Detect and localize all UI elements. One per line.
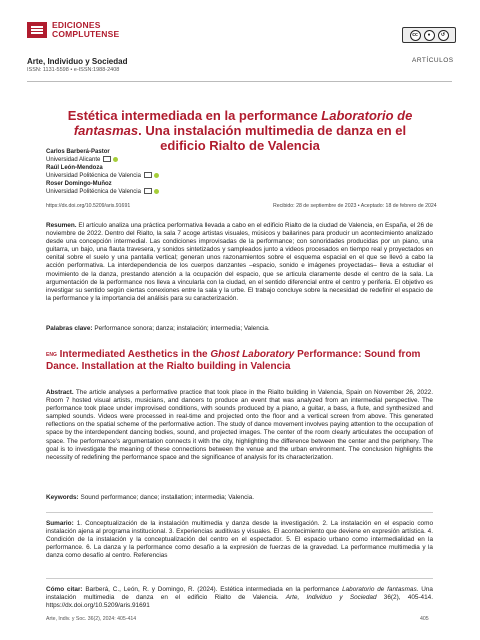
doi-link[interactable]: https://dx.doi.org/10.5209/aris.91691 <box>46 203 131 209</box>
citation-text: . Una instalación multimedia de danza en el edificio Rialto de Valencia. <box>46 586 433 602</box>
title-en-italic: Ghost Laboratory <box>210 349 295 360</box>
cc-icon: cc <box>410 30 421 41</box>
citation-text: Barberá, C., León, R. y Domingo, R. (2024). Estética intermediada en la performance <box>82 586 343 593</box>
author-name: Carlos Barberá-Pastor <box>46 149 110 155</box>
header-divider <box>27 81 452 82</box>
citation <box>46 586 433 610</box>
abstract-text: The article analyses a performative practice that took place in the Rialto building in Valencia, Spain on November 26, 2022. Room 7 hosted visual artists, musicians, and dancers to produce an event that was analyzed from an intermedial perspective. The performance took place under improvised conditions, with sounds produced by a piano, a guitar, a bass, a flute, and synthesized and sampled sounds. Videos were processed in real-time and projected onto the floor and a vertical screen from above. This generated reflections on the spatial scheme of the performative action. The study of dance movement involves paying attention to the occupation of space by the interdependent dancing bodies, sound, and projected images. The center of the room clearly articulates the occupation of space. The performance's argumentation connects it with the city, highlighting the difference between the center and the periphery. The goal is to investigate the meaning of these connections between the venue and the urban environment. The conclusion highlights the necessity of redefining the performance space and the significance of analysis for its characterization. <box>46 389 433 461</box>
sumario-text: 1. Conceptualización de la instalación multimedia y danza desde la investigación. 2. La instalación en el espacio como instalación ajena al programa institucional. 3. Experiencias auditivas y visuales. El acontecimiento que deviene en expresión artística. 4. Condición de la instalación y la conceptualización del centro en el espectador. 5. El espacio urbano como intermedialidad en la performance. 6. La danza y la performance como desafío a la expresión de fuerzas de la gravedad. La performance multimedia y la danza como desafío al centro. Referencias <box>46 520 433 560</box>
citation-label: Cómo citar: <box>46 586 83 593</box>
abstract-label: Abstract. <box>46 389 74 396</box>
title-en-part2: Performance: Sound from Dance. Installation at the Rialto building in Valencia <box>46 349 421 372</box>
author-block <box>46 180 159 196</box>
publisher-line1: EDICIONES <box>52 20 101 30</box>
sa-icon: ↺ <box>438 30 449 41</box>
keywords-es <box>46 325 433 333</box>
citation-text: 36(2), 405-414. https://dx.doi.org/10.5209/aris.91691 <box>46 594 433 610</box>
resumen-label: Resumen. <box>46 222 77 229</box>
page-number: 405 <box>420 616 429 622</box>
submission-dates: Recibido: 28 de septiembre de 2023 • Aceptado: 18 de febrero de 2024 <box>273 203 437 209</box>
author-name: Roser Domingo-Muñoz <box>46 181 112 187</box>
title-italic: Laboratorio de fantasmas <box>73 108 413 138</box>
section-label: ARTÍCULOS <box>412 57 454 64</box>
orcid-icon[interactable] <box>154 173 159 178</box>
footer-citation: Arte, Indiv. y Soc. 36(2), 2024: 405-414 <box>46 616 137 622</box>
author-block <box>46 148 118 164</box>
language-tag: ENG <box>46 352 57 358</box>
table-of-contents <box>46 520 433 560</box>
author-block <box>46 164 159 180</box>
article-title-en <box>46 349 426 373</box>
article-title <box>60 108 420 153</box>
title-en-part1: Intermediated Aesthetics in the <box>56 349 211 360</box>
citation-journal: Arte, Individuo y Sociedad <box>285 594 377 602</box>
email-icon[interactable] <box>144 172 152 178</box>
keywords-text: Sound performance; dance; installation; intermedia; Valencia. <box>78 494 255 501</box>
publisher-logo-icon <box>27 22 47 38</box>
citation-italic: Laboratorio de fantasmas <box>342 586 417 593</box>
publisher-line2: COMPLUTENSE <box>52 29 120 39</box>
divider <box>46 512 433 513</box>
sumario-label: Sumario: <box>46 520 74 527</box>
orcid-icon[interactable] <box>113 157 118 162</box>
journal-title: Arte, Individuo y Sociedad <box>27 57 128 66</box>
abstract-es <box>46 222 433 303</box>
orcid-icon[interactable] <box>154 189 159 194</box>
palabras-text: Performance sonora; danza; instalación; intermedia; Valencia. <box>92 325 270 332</box>
license-badge[interactable] <box>402 27 456 43</box>
email-icon[interactable] <box>103 156 111 162</box>
divider <box>46 578 433 579</box>
palabras-label: Palabras clave: <box>46 325 93 332</box>
email-icon[interactable] <box>144 188 152 194</box>
resumen-text: El artículo analiza una práctica performativa llevada a cabo en el edificio Rialto de la ciudad de Valencia, en España, el 26 de noviembre de 2022. Dentro del Rialto, la sala 7 acoge artistas visuales, músicos y bailarines para producir un acontecimiento analizado desde una concepción intermedial. Las condiciones improvisadas de la performance; con sonoridades producidas por un piano, una guitarra, un bajo, una flauta travesera, y sonidos sintetizados y sampleados junto a videos procesados en tiempo real y proyectados en cenital sobre el suelo y una pantalla vertical; generan unos razonamientos sobre el esquema espacial en el que se llevó a cabo la acción performativa. La interdependencia de los cuerpos danzantes –espacio, sonido e imágenes proyectadas– lleva a estudiar el movimiento de la danza, prestando atención a la ocupación del espacio, que se articula claramente desde el centro de la sala. La argumentación de la performance nos lleva a vincularla con la ciudad, en el sentido diferencial entre el centro y periferia. El objetivo es investigar su sentido según ciertas conexiones entre la sala y la urbe. El trabajo concluye sobre la necesidad de redefinir el espacio de la performance y la importancia del análisis para su caracterización. <box>46 222 433 302</box>
title-part2: . Una instalación multimedia de danza en el edificio Rialto de Valencia <box>138 123 407 153</box>
title-part1: Estética intermediada en la performance <box>67 108 322 123</box>
keywords-label: Keywords: <box>46 494 79 501</box>
by-icon: ● <box>424 30 435 41</box>
author-affiliation: Universidad Politécnica de Valencia <box>46 189 141 195</box>
author-affiliation: Universidad Alicante <box>46 157 101 163</box>
author-affiliation: Universidad Politécnica de Valencia <box>46 173 141 179</box>
issn: ISSN: 1131-5598 • e-ISSN:1988-2408 <box>27 67 120 73</box>
abstract-en <box>46 389 433 462</box>
author-name: Raúl León-Mendoza <box>46 165 103 171</box>
publisher-name <box>52 21 119 39</box>
keywords-en <box>46 494 433 502</box>
